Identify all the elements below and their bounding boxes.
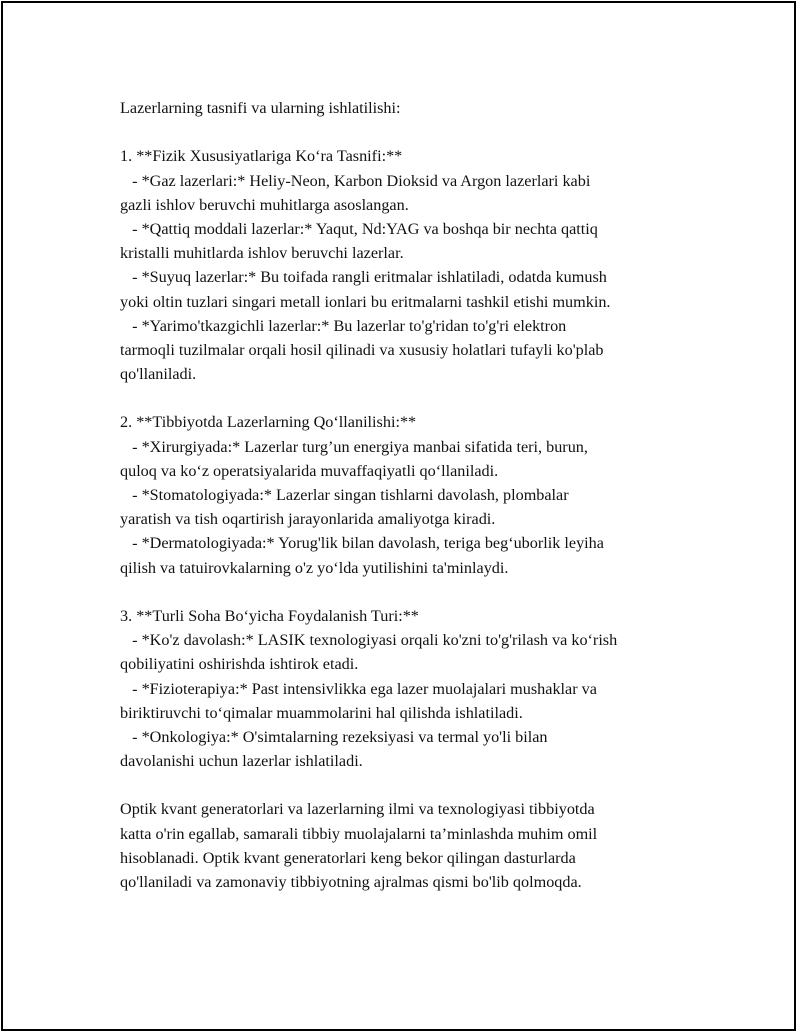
section-1-line: - *Suyuq lazerlar:* Bu toifada rangli eritmalar ishlatiladi, odatda kumush [120,268,607,287]
conclusion-line: katta o'rin egallab, samarali tibbiy muolajalarni ta’minlashda muhim omil [120,824,598,843]
blank-line [120,773,720,797]
document-body [120,96,720,894]
section-1-line: qo'llaniladi. [120,365,197,384]
section-2-line: qilish va tatuirovkalarning o'z yo‘lda yutilishini ta'minlaydi. [120,558,509,577]
conclusion-line: Optik kvant generatorlari va lazerlarning ilmi va texnologiyasi tibbiyotda [120,800,595,819]
intro-line: Lazerlarning tasnifi va ularning ishlatilishi: [120,99,401,117]
section-1-line: tarmoqli tuzilmalar orqali hosil qilinadi va xususiy holatlari tufayli ko'plab [120,340,604,359]
section-3-line: - *Fizioterapiya:* Past intensivlikka ega lazer muolajalari mushaklar va [120,679,597,698]
document-page [1,1,796,1031]
section-1-line: kristalli muhitlarda ishlov beruvchi lazerlar. [120,244,404,263]
conclusion-line: qo'llaniladi va zamonaviy tibbiyotning ajralmas qismi bo'lib qolmoqda. [120,873,582,891]
blank-line [120,120,720,144]
blank-line [120,580,720,604]
section-1-line: - *Qattiq moddali lazerlar:* Yaqut, Nd:YAG va boshqa bir nechta qattiq [120,219,598,238]
section-2-heading: 2. **Tibbiyotda Lazerlarning Qo‘llanilishi:** [120,413,417,432]
section-3-line: - *Ko'z davolash:* LASIK texnologiyasi orqali ko'zni to'g'rilash va ko‘rish [120,631,618,650]
section-2-line: yaratish va tish oqartirish jarayonlarida amaliyotga kiradi. [120,510,496,529]
conclusion-line: hisoblanadi. Optik kvant generatorlari keng bekor qilingan dasturlarda [120,848,576,867]
section-2-line: quloq va ko‘z operatsiyalarida muvaffaqiyatli qo‘llaniladi. [120,461,499,480]
section-1-line: gazli ishlov beruvchi muhitlarga asoslangan. [120,195,409,214]
section-1-line: - *Gaz lazerlari:* Heliy-Neon, Karbon Dioksid va Argon lazerlari kabi [120,171,591,190]
section-2-line: - *Dermatologiyada:* Yorug'lik bilan davolash, teriga beg‘uborlik leyiha [120,534,604,553]
section-3-line: biriktiruvchi to‘qimalar muammolarini hal qilishda ishlatiladi. [120,703,523,722]
section-3-heading: 3. **Turli Soha Bo‘yicha Foydalanish Turi:** [120,606,419,625]
blank-line [120,386,720,410]
section-1-heading: 1. **Fizik Xususiyatlariga Ko‘ra Tasnifi:** [120,147,403,166]
section-2-line: - *Xirurgiyada:* Lazerlar turg’un energiya manbai sifatida teri, burun, [120,437,588,456]
section-2-line: - *Stomatologiyada:* Lazerlar singan tishlarni davolash, plombalar [120,486,569,504]
section-3-line: qobiliyatini oshirishda ishtirok etadi. [120,655,359,674]
section-1-line: - *Yarimo'tkazgichli lazerlar:* Bu lazerlar to'g'ridan to'g'ri elektron [120,316,567,335]
section-1-line: yoki oltin tuzlari singari metall ionlari bu eritmalarni tashkil etishi mumkin. [120,292,611,311]
section-3-line: - *Onkologiya:* O'simtalarning rezeksiyasi va termal yo'li bilan [120,727,548,746]
section-3-line: davolanishi uchun lazerlar ishlatiladi. [120,752,363,771]
